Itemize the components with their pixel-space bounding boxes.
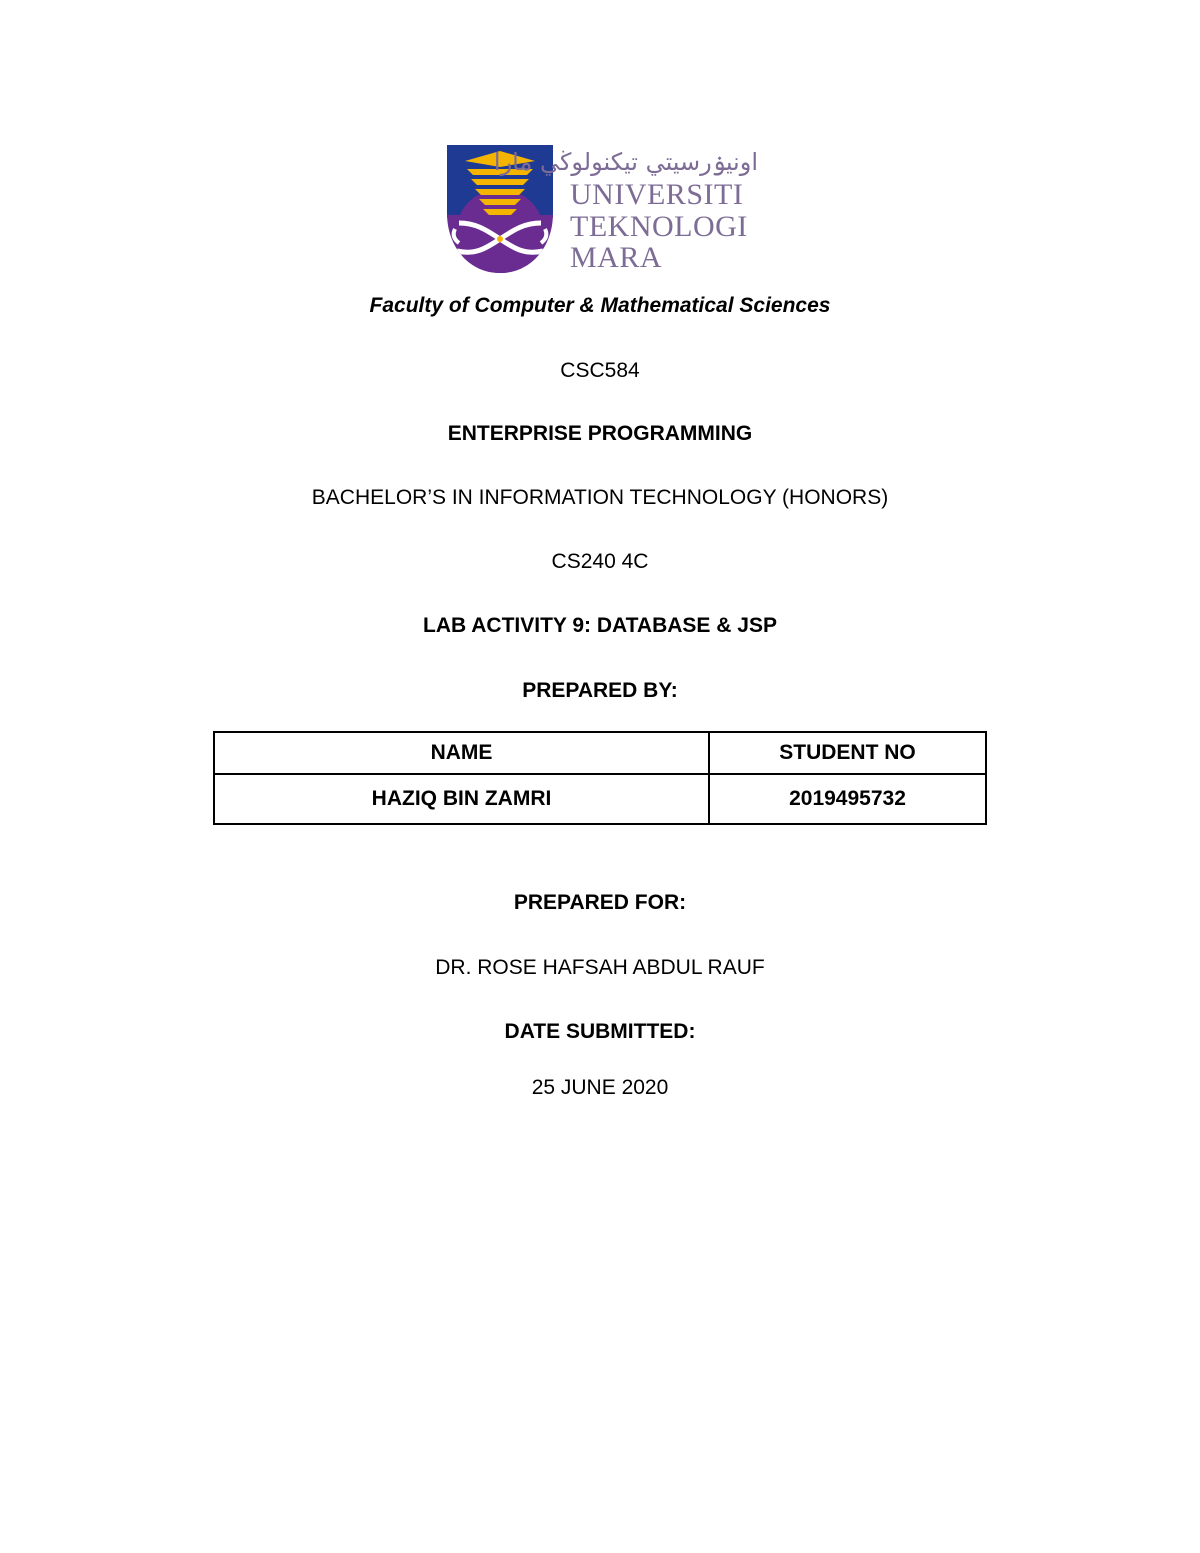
student-no-column-header: STUDENT NO [709, 732, 986, 774]
student-no-cell: 2019495732 [709, 774, 986, 824]
svg-text:اونيۏرسيتي تيكنولوڬي مارا: اونيۏرسيتي تيكنولوڬي مارا [493, 148, 758, 176]
course-name: ENTERPRISE PROGRAMMING [447, 422, 753, 445]
programme-name: BACHELOR’S IN INFORMATION TECHNOLOGY (HONORS) [311, 486, 889, 509]
prepared-by-label: PREPARED BY: [522, 679, 678, 702]
wordmark-line-2: TEKNOLOGI [570, 210, 748, 243]
faculty-name: Faculty of Computer & Mathematical Sciences [369, 294, 831, 317]
university-logo [445, 143, 760, 275]
logo-wordmark [493, 143, 760, 275]
lecturer-name: DR. ROSE HAFSAH ABDUL RAUF [435, 956, 765, 979]
wordmark-line-3: MARA [570, 241, 663, 274]
table-row [214, 774, 986, 824]
prepared-for-label: PREPARED FOR: [513, 891, 687, 914]
course-code: CSC584 [560, 359, 640, 382]
date-submitted-value: 25 JUNE 2020 [531, 1076, 669, 1099]
activity-title: LAB ACTIVITY 9: DATABASE & JSP [423, 614, 777, 637]
table-header-row [214, 732, 986, 774]
student-name-cell: HAZIQ BIN ZAMRI [214, 774, 709, 824]
date-submitted-label: DATE SUBMITTED: [504, 1020, 696, 1043]
name-column-header: NAME [214, 732, 709, 774]
students-table [213, 731, 987, 825]
wordmark-line-1: UNIVERSITI [570, 178, 744, 211]
jawi-script [493, 143, 758, 179]
group-code: CS240 4C [551, 550, 649, 573]
